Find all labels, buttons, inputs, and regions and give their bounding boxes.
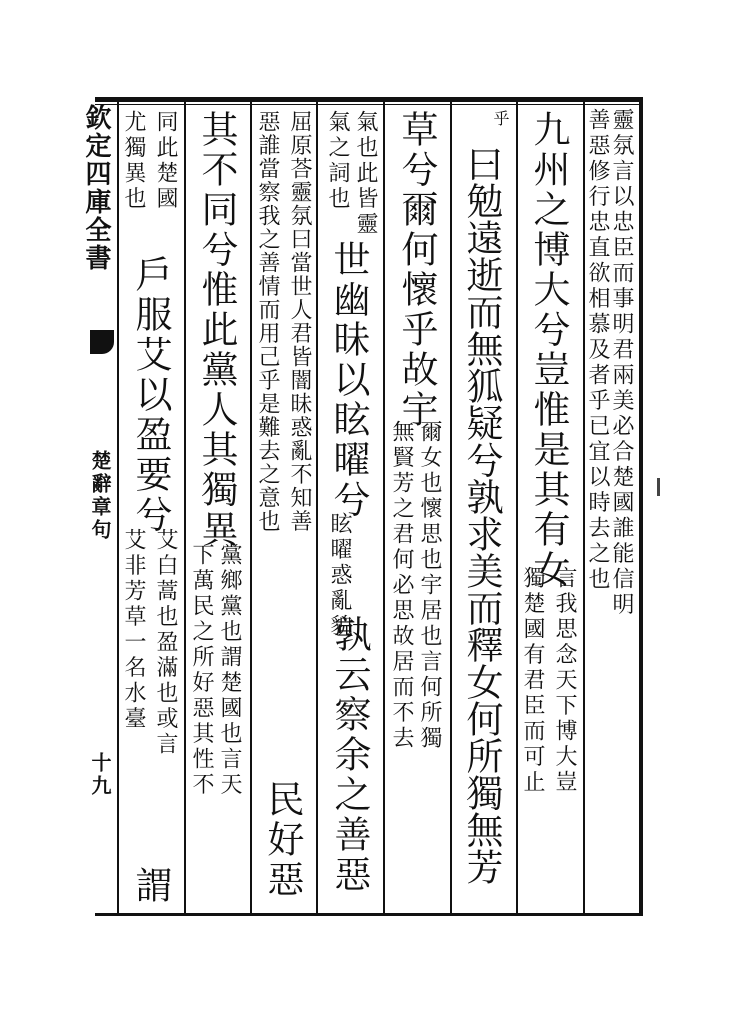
commentary-column: 乎 — [491, 110, 510, 128]
commentary-column: 氣之詞也 — [325, 110, 350, 212]
main-text-column: 曰勉遠逝而無狐疑兮孰求美而釋女何所獨無芳 — [460, 145, 503, 885]
commentary-column: 屈原荅靈氛曰當世人君皆闇昧惑亂不知善 — [287, 110, 312, 533]
commentary-column: 眩曜惑亂貌 — [327, 512, 352, 640]
commentary-column: 氣也此皆靈 — [353, 110, 378, 238]
main-text-column: 謂 — [129, 866, 172, 906]
main-text-column: 民好惡 — [261, 780, 304, 900]
column-rule — [250, 102, 252, 913]
main-text-column: 草兮爾何懷乎故宇 — [395, 110, 438, 430]
main-text-column: 世幽昧以眩曜兮 — [327, 240, 370, 520]
margin-header: 欽定四庫全書 — [81, 104, 111, 272]
top-border-inner — [95, 104, 643, 105]
main-text-column: 其不同兮惟此黨人其獨異 — [195, 110, 238, 550]
commentary-column: 爾女也懷思也宇居也言何所獨 — [417, 420, 442, 752]
fold-mark — [90, 330, 114, 354]
commentary-column: 言我思念天下博大豈 — [552, 566, 577, 796]
column-rule — [516, 102, 518, 913]
main-text-column: 戶服艾以盈要兮 — [129, 255, 172, 535]
commentary-column: 艾非芳草一名水臺 — [121, 528, 146, 732]
column-rule — [316, 102, 318, 913]
main-text-column: 九州之博大兮豈惟是其有女 — [527, 110, 570, 590]
commentary-column: 下萬民之所好惡其性不 — [189, 543, 214, 798]
column-rule — [117, 102, 119, 913]
commentary-column: 尤獨異也 — [121, 110, 146, 212]
commentary-column: 黨鄉黨也謂楚國也言天 — [217, 543, 242, 798]
bottom-border — [95, 913, 643, 916]
right-border — [639, 97, 643, 916]
commentary-column: 靈氛言以忠臣而事明君兩美必合楚國誰能信明 — [609, 108, 634, 618]
column-rule — [383, 102, 385, 913]
commentary-column: 善惡修行忠直欲相慕及者乎已宜以時去之也 — [585, 108, 610, 593]
margin-book-title: 楚辭章句 — [88, 450, 112, 542]
top-border — [95, 97, 643, 102]
column-rule — [450, 102, 452, 913]
margin-page-number: 十九 — [88, 752, 112, 798]
commentary-column: 獨楚國有君臣而可止 — [520, 566, 545, 796]
commentary-column: 無賢芳之君何必思故居而不去 — [389, 420, 414, 752]
scan-speck — [657, 478, 660, 496]
main-text-column: 孰云察余之善惡 — [328, 615, 371, 895]
commentary-column: 同此楚國 — [153, 110, 178, 212]
commentary-column: 惡誰當察我之善情而用己乎是難去之意也 — [255, 110, 280, 533]
column-rule — [184, 102, 186, 913]
commentary-column: 艾白蒿也盈滿也或言 — [153, 528, 178, 758]
